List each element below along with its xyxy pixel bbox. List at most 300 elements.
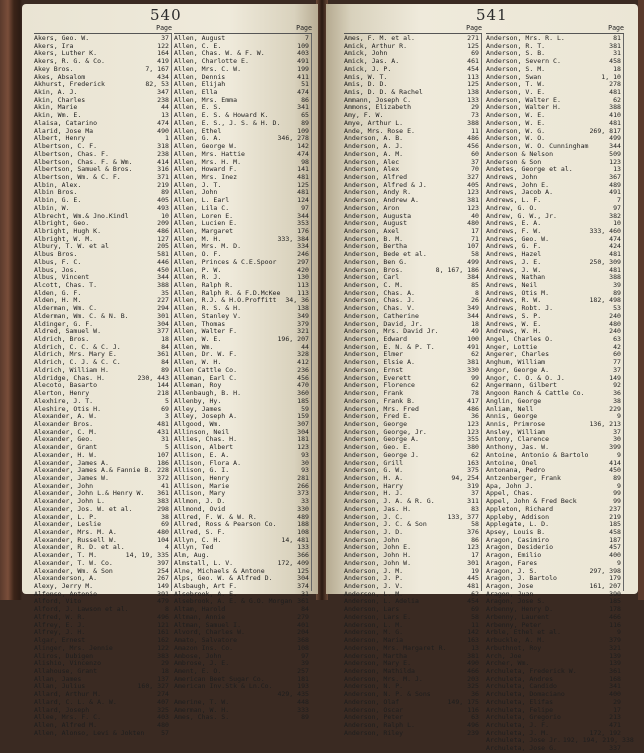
entry-name: Aleshire, Otis H. [34, 404, 102, 413]
entry-name: Allen, Mrs. Hattie [174, 149, 245, 158]
entry-page-ref: 13 [471, 643, 479, 652]
entry-page-ref: 372 [157, 473, 169, 482]
entry-page-ref: 458 [609, 57, 621, 66]
entry-name: Angoon Ranch & Cattle Co. [486, 389, 585, 398]
entry-page-ref: 38 [613, 396, 621, 405]
entry-name: Allen Cattle Co. [174, 365, 238, 374]
entry-page-ref: 116 [609, 620, 621, 629]
entry-page-ref: 581 [157, 250, 169, 259]
entry-page-ref: 86 [471, 535, 479, 544]
entry-name: Anderson, S. B. [486, 49, 546, 58]
entry-page-ref: 246 [297, 250, 309, 259]
entry-page-ref: 92 [613, 381, 621, 390]
entry-page-ref: 182, 498 [589, 296, 621, 305]
entry-page-ref: 172, 192 [589, 728, 621, 737]
entry-page-ref: 366 [297, 551, 309, 560]
entry-page-ref: 250, 309 [589, 257, 621, 266]
entry-page-ref: 209 [157, 219, 169, 228]
entry-page-ref: 486 [467, 134, 479, 143]
entry-name: Angel, Charles O. [486, 335, 554, 344]
entry-name: Alderman, Wm. C. & N. B. [34, 311, 129, 320]
entry-page-ref: 100 [467, 335, 479, 344]
entry-name: Amerman, W. H. [174, 705, 230, 714]
entry-name: Andetes, George et al. [486, 165, 573, 174]
entry-page-ref: 7 [617, 196, 621, 205]
entry-page-ref: 381 [467, 651, 479, 660]
entry-name: Anderson, A. J. [344, 142, 404, 151]
entry-page-ref: 274 [157, 690, 169, 699]
entry-page-ref: 133 [467, 95, 479, 104]
entry-page-ref: 35 [161, 288, 169, 297]
entry-name: Antony, Clarence [486, 435, 550, 444]
entry-name: Alexander, T. W. Co. [34, 558, 113, 567]
entry-name: Anderson, Geo. E. [344, 443, 412, 452]
entry-name: Anderson, Mrs. Margaret R. [344, 643, 447, 652]
entry-name: Anderson, Mathilda [344, 666, 415, 675]
entry-page-ref: 466 [467, 666, 479, 675]
entry-name: Andrews, Robt. J. [486, 304, 554, 313]
entry-page-ref: 10 [161, 211, 169, 220]
entry-name: Allen, Ralph R. [174, 281, 234, 289]
entry-name: Archuleta, Andres [486, 674, 554, 683]
entry-name: Anghum, William [486, 358, 546, 367]
entry-page-ref: 109 [297, 126, 309, 135]
entry-page-ref: 349 [297, 311, 309, 320]
entry-page-ref: 59 [301, 404, 309, 413]
entry-name: Allen, G. A. [174, 134, 222, 143]
entry-name: Alford, J. Lawson et al. [34, 605, 129, 614]
entry-name: Akers, R. G. & Co. [34, 57, 105, 66]
entry-name: Anderson, Mrs. M. J. [344, 674, 423, 683]
entry-name: Anderson, Olaf [344, 697, 400, 706]
entry-name: Andrews, Otis M. [486, 288, 550, 297]
entry-name: Akhurst, Frederick [34, 80, 105, 89]
entry-page-ref: 82, 53 [145, 80, 169, 89]
entry-name: Allmond, Ovid [174, 504, 226, 513]
entry-name: Anderson, George [344, 419, 408, 428]
entry-page-ref: 163 [467, 636, 479, 645]
entry-page-ref: 144 [157, 381, 169, 390]
index-entry [486, 745, 623, 753]
entry-name: Archuleta, Felipe [486, 705, 554, 714]
entry-page-ref: 347 [157, 88, 169, 97]
entry-name: Anderson, Alex [344, 165, 400, 174]
entry-page-ref: 97 [301, 651, 309, 660]
entry-name: Anderson, Bros. [344, 265, 404, 274]
entry-name: Alexander, A. W. [34, 412, 98, 421]
entry-page-ref: 390 [609, 589, 621, 598]
entry-name: Alexander, C. M. [34, 427, 98, 436]
entry-name: Archuleta, Gregorio [486, 713, 561, 722]
entry-page-ref: 84 [161, 342, 169, 351]
entry-page-ref: 417 [467, 396, 479, 405]
entry-page-ref: 470 [297, 381, 309, 390]
entry-page-ref: 53 [613, 304, 621, 313]
entry-name: Andrews, F. W. [486, 226, 542, 235]
entry-page-ref: 218 [157, 389, 169, 398]
page-header-label: Page [466, 24, 482, 32]
entry-name: Apa, John J. [486, 481, 534, 490]
entry-page-ref: 480 [157, 528, 169, 536]
column-header [34, 24, 172, 34]
entry-name: Aragon, Fares [486, 558, 538, 567]
entry-name: Archuleta, Frederick W. [486, 666, 577, 675]
entry-name: Anderson, Chas. V. [344, 304, 415, 313]
entry-name: Appleby, Addison [486, 512, 550, 521]
entry-name: Amerine, T. W. [174, 697, 230, 706]
entry-name: Allies, Chas. H. [174, 435, 238, 444]
entry-name: Anderson, Chas. J. [344, 296, 415, 305]
entry-page-ref: 186 [157, 458, 169, 467]
entry-name: Allen, Thomas [174, 319, 226, 328]
entry-page-ref: 4 [165, 543, 169, 552]
entry-name: Allison, G. I. [174, 466, 230, 475]
entry-page-ref: 123 [467, 427, 479, 436]
entry-name: Ande, Mrs. Rose E. [344, 126, 415, 135]
entry-page-ref: 297 [297, 257, 309, 266]
entry-page-ref: 159 [297, 412, 309, 421]
entry-page-ref: 379 [297, 319, 309, 328]
page-header-label: Page [296, 24, 312, 32]
entry-page-ref: 266 [297, 481, 309, 490]
entry-name: Albin, Alex. [34, 180, 82, 189]
entry-page-ref: 377 [157, 327, 169, 336]
entry-page-ref: 60 [471, 149, 479, 158]
entry-page-ref: 480 [157, 720, 169, 729]
entry-name: Allen, Chas. W. & F. W. [174, 49, 265, 58]
entry-page-ref: 8, 167, 186 [435, 265, 479, 274]
entry-name: Albert, Henry [34, 134, 86, 143]
entry-name: Anderson, John [344, 535, 400, 544]
entry-name: Anderson, J. A. & R. G. [344, 497, 435, 506]
entry-name: Aliros, Dubigen [34, 651, 94, 660]
entry-page-ref: 257 [297, 666, 309, 675]
entry-name: Alsebrook, A. E. & G.O. Morgan [174, 597, 293, 606]
entry-name: Anderson, Mrs. David Jr. [344, 327, 439, 336]
entry-page-ref: 371 [157, 172, 169, 181]
entry-page-ref: 480 [467, 219, 479, 228]
entry-page-ref: 228 [157, 466, 169, 475]
entry-name: Anderson, R. T. [486, 41, 546, 50]
entry-name: Aragon, Jose [486, 582, 534, 591]
entry-page-ref: 474 [297, 88, 309, 97]
entry-page-ref: 361 [297, 597, 309, 606]
entry-page-ref: 344 [467, 311, 479, 320]
entry-name: Allen, M. H. [174, 234, 222, 243]
entry-page-ref: 123 [467, 188, 479, 197]
entry-page-ref: 124 [297, 196, 309, 205]
entry-name: Anderson, Augusta [344, 211, 412, 220]
entry-name: Allen, Lila C. [174, 203, 230, 212]
entry-name: Archuleta, J. M. [486, 728, 550, 737]
entry-page-ref: 33 [301, 497, 309, 506]
entry-page-ref: 238 [157, 95, 169, 104]
entry-page-ref: 113 [297, 288, 309, 297]
entry-name: Applegate, L. D. [486, 520, 550, 529]
entry-name: Allen, Walter F. [174, 327, 238, 336]
entry-name: Anderson, H. J. [344, 489, 404, 498]
entry-page-ref: 60 [613, 350, 621, 359]
entry-page-ref: 384 [467, 273, 479, 282]
entry-name: Altam, Harold [174, 605, 226, 614]
entry-page-ref: 123 [467, 203, 479, 212]
entry-name: Andrews, Hazel [486, 250, 542, 259]
entry-name: Akes, Absalom [34, 72, 86, 81]
entry-page-ref: 424 [609, 242, 621, 251]
entry-page-ref: 9 [617, 628, 621, 637]
entry-page-ref: 176 [297, 226, 309, 235]
entry-page-ref: 400 [609, 690, 621, 699]
entry-page-ref: 486 [157, 226, 169, 235]
entry-page-ref: 65 [301, 111, 309, 120]
entry-name: Aldrich, William H. [34, 365, 109, 374]
entry-page-ref: 122 [157, 643, 169, 652]
entry-page-ref: 399 [609, 443, 621, 452]
entry-page-ref: 407 [157, 697, 169, 706]
left-page-number: 540 [150, 6, 182, 24]
entry-page-ref: 8 [475, 288, 479, 297]
entry-page-ref: 474 [297, 149, 309, 158]
entry-name: Altman, Samuel I. [174, 620, 242, 629]
entry-page-ref: 49 [471, 327, 479, 336]
entry-name: Allen, R. S. & H. [174, 304, 242, 313]
entry-page-ref: 491 [297, 57, 309, 66]
entry-name: Amazon Ins. Co. [174, 643, 234, 652]
entry-name: Angor, C. O. & O. J. [486, 373, 565, 382]
entry-name: Angerer, Charles [486, 350, 550, 359]
entry-name: Anderson, John H. [344, 551, 412, 560]
entry-name: Allahouse, Grant [34, 666, 98, 675]
entry-page-ref: 414 [157, 157, 169, 166]
entry-name: Archuleta, J. F. [486, 720, 550, 729]
entry-page-ref: 133 [297, 543, 309, 552]
entry-page-ref: 474 [609, 234, 621, 243]
entry-name: Allen, Ethel [174, 126, 222, 135]
entry-page-ref: 84 [161, 358, 169, 367]
entry-name: Allen, Lucien E. [174, 219, 238, 228]
entry-page-ref: 29 [471, 103, 479, 112]
entry-name: Allyn, C. H. [174, 535, 222, 544]
entry-name: Alne, Michaels & Antone [174, 566, 265, 575]
entry-name: Andrews, J. E. [486, 257, 542, 266]
entry-page-ref: 337 [609, 744, 621, 753]
entry-name: Andrews, G. F. [486, 242, 542, 251]
index-entry [344, 730, 481, 738]
entry-name: Ames, Chas. S. [174, 713, 230, 722]
entry-name: Allen, Mrs. H. M. [174, 157, 242, 166]
entry-name: Aldred, Samuel W. [34, 327, 102, 336]
entry-page-ref: 149 [609, 373, 621, 382]
entry-name: Amis, D. D. & Rachel [344, 88, 423, 97]
entry-name: Alley, Joseph A. [174, 412, 238, 421]
entry-page-ref: 346, 278 [277, 134, 309, 143]
entry-page-ref: 333 [297, 705, 309, 714]
entry-name: Allen, Wm. [174, 342, 214, 351]
entry-name: Allen, R. J. [174, 273, 222, 282]
entry-name: Allyn, Ted [174, 543, 214, 552]
entry-page-ref: 327 [467, 172, 479, 181]
entry-page-ref: 230, 443 [137, 373, 169, 382]
entry-page-ref: 9 [617, 412, 621, 421]
entry-page-ref: 448 [297, 697, 309, 706]
entry-name: Allee, Mrs. F. C. [34, 713, 102, 722]
entry-page-ref: 279 [297, 612, 309, 621]
entry-page-ref: 297, 398 [589, 566, 621, 575]
entry-page-ref: 491 [609, 188, 621, 197]
entry-page-ref: 374 [297, 582, 309, 591]
entry-page-ref: 69 [161, 520, 169, 529]
entry-page-ref: 93 [301, 466, 309, 475]
entry-page-ref: 196, 207 [277, 335, 309, 344]
entry-page-ref: 181 [297, 435, 309, 444]
entry-name: Alexanderson, A. [34, 574, 98, 583]
entry-page-ref: 199 [297, 64, 309, 73]
entry-name: Allison, E. A. [174, 450, 230, 459]
entry-page-ref: 89 [301, 713, 309, 722]
entry-page-ref: 83 [471, 504, 479, 513]
entry-page-ref: 388 [609, 103, 621, 112]
entry-name: Akey Bros. [34, 64, 74, 73]
entry-name: Alexander, Russell W. [34, 535, 117, 544]
entry-page-ref: 454 [467, 597, 479, 606]
entry-name: Appel, John & Fred Beck [486, 497, 577, 506]
entry-page-ref: 397 [157, 558, 169, 567]
entry-page-ref: 391 [157, 589, 169, 598]
entry-page-ref: 236 [297, 365, 309, 374]
entry-page-ref: 97 [613, 203, 621, 212]
entry-name: Anderson, B. M. [344, 234, 404, 243]
entry-name: Angor, George A. [486, 365, 550, 374]
entry-page-ref: 450 [157, 265, 169, 274]
entry-page-ref: 450 [609, 466, 621, 475]
entry-page-ref: 133, 377 [447, 512, 479, 521]
entry-name: Andrews, Nathan [486, 273, 546, 282]
entry-name: Allen, Ella [174, 88, 218, 97]
entry-page-ref: 238 [157, 149, 169, 158]
entry-name: Alexander, Wm. & Son [34, 566, 113, 575]
entry-page-ref: 69 [161, 404, 169, 413]
entry-page-ref: 19 [471, 566, 479, 575]
entry-page-ref: 496 [157, 612, 169, 621]
entry-page-ref: 471 [609, 720, 621, 729]
entry-page-ref: 113 [467, 72, 479, 81]
entry-name: American Inv.Stk & Ln.Co. [174, 682, 273, 691]
entry-name: Andrews, W. H. [486, 327, 542, 336]
entry-name: Alfrey, J. H. [34, 628, 86, 637]
entry-page-ref: 89 [613, 473, 621, 482]
entry-page-ref: 237 [609, 504, 621, 513]
entry-page-ref: 10 [613, 219, 621, 228]
entry-name: Allen, Alonso, Levi & Jokten [34, 728, 145, 737]
entry-name: Arbenny, Laurent [486, 612, 550, 621]
entry-name: Anderson, August [344, 219, 408, 228]
entry-page-ref: 474 [157, 118, 169, 127]
entry-page-ref: 271 [467, 34, 479, 42]
entry-name: Alexander, Grant [34, 443, 98, 452]
entry-name: Allen, J. T. [174, 180, 222, 189]
entry-name: Anderson, Jas. H. [344, 504, 412, 513]
entry-name: Allen, Mrs. Inez [174, 172, 238, 181]
entry-name: Altman, Annie [174, 612, 226, 621]
entry-name: Andrews, Geo. W. [486, 234, 550, 243]
entry-name: Allison, Albert [174, 443, 234, 452]
entry-page-ref: 29 [161, 659, 169, 668]
entry-name: Alcott, Chas. T. [34, 281, 98, 289]
entry-name: Amis, D. D. [344, 80, 388, 89]
entry-name: Anderson, N. P. & Sons [344, 690, 431, 699]
entry-name: Anderson, Andy R. [344, 188, 412, 197]
entry-page-ref: 325 [157, 705, 169, 714]
entry-name: Anderson, Ben G. [344, 257, 408, 266]
entry-page-ref: 164 [157, 49, 169, 58]
entry-page-ref: 330 [297, 504, 309, 513]
entry-page-ref: 99 [613, 489, 621, 498]
entry-name: Amick, Arthur R. [344, 41, 408, 50]
entry-name: Aragon, Casimiro [486, 535, 550, 544]
entry-page-ref: 318 [157, 142, 169, 151]
entry-page-ref: 431 [157, 427, 169, 436]
entry-page-ref: 334 [297, 242, 309, 251]
entry-page-ref: 29 [613, 697, 621, 706]
entry-page-ref: 163 [467, 458, 479, 467]
entry-page-ref: 205 [157, 242, 169, 251]
entry-name: Anderson, Lars [344, 605, 400, 614]
entry-name: Ames, F. M. et al. [344, 34, 415, 42]
entry-page-ref: 130 [297, 273, 309, 282]
entry-name: Alsbaugh, Art F. [174, 582, 238, 591]
entry-name: Alexander, John L.& Henry W. [34, 489, 145, 498]
column-header [344, 24, 482, 34]
entry-name: Andrews, R. W. [486, 296, 542, 305]
entry-name: Albertson, Chas. F. [34, 149, 109, 158]
entry-name: Arbuthnot, Roy [486, 643, 542, 652]
entry-page-ref: 491 [467, 342, 479, 351]
entry-page-ref: 178 [609, 605, 621, 614]
entry-name: Aragon, Desiderio [486, 543, 554, 552]
entry-name: Anderson, Walter H. [486, 103, 561, 112]
entry-page-ref: 5 [165, 443, 169, 452]
entry-page-ref: 77 [613, 358, 621, 367]
entry-page-ref: 298 [157, 504, 169, 513]
entry-name: Anderson, Catherine [344, 311, 419, 320]
entry-page-ref: 481 [609, 88, 621, 97]
entry-name: Allison, Henry [174, 473, 230, 482]
entry-name: Anderson, Martha [344, 651, 408, 660]
entry-page-ref: 383 [157, 651, 169, 660]
entry-name: Allen, Mrs. C. W. [174, 64, 242, 73]
entry-name: Allen, W. H. [174, 358, 222, 367]
entry-page-ref: 62 [613, 95, 621, 104]
entry-name: Aragon, Emilio [486, 551, 542, 560]
entry-page-ref: 281 [297, 473, 309, 482]
entry-page-ref: 420 [297, 265, 309, 274]
entry-name: Alarid, Jose Ma [34, 126, 94, 135]
entry-page-ref: 89 [301, 118, 309, 127]
entry-page-ref: 89 [613, 288, 621, 297]
entry-name: Anderson, J. C. [344, 512, 404, 521]
entry-page-ref: 367 [609, 172, 621, 181]
entry-page-ref: 58 [471, 250, 479, 259]
entry-page-ref: 31 [301, 589, 309, 598]
entry-page-ref: 139 [609, 659, 621, 668]
entry-page-ref: 401 [297, 620, 309, 629]
entry-page-ref: 414 [609, 458, 621, 467]
entry-name: Alexander, Mrs. M. A. [34, 528, 117, 536]
entry-name: Andrews, E. A. [486, 219, 542, 228]
entry-page-ref: 139 [609, 651, 621, 660]
entry-page-ref: 185 [609, 520, 621, 529]
entry-name: Amick, Jas. A. [344, 57, 400, 66]
